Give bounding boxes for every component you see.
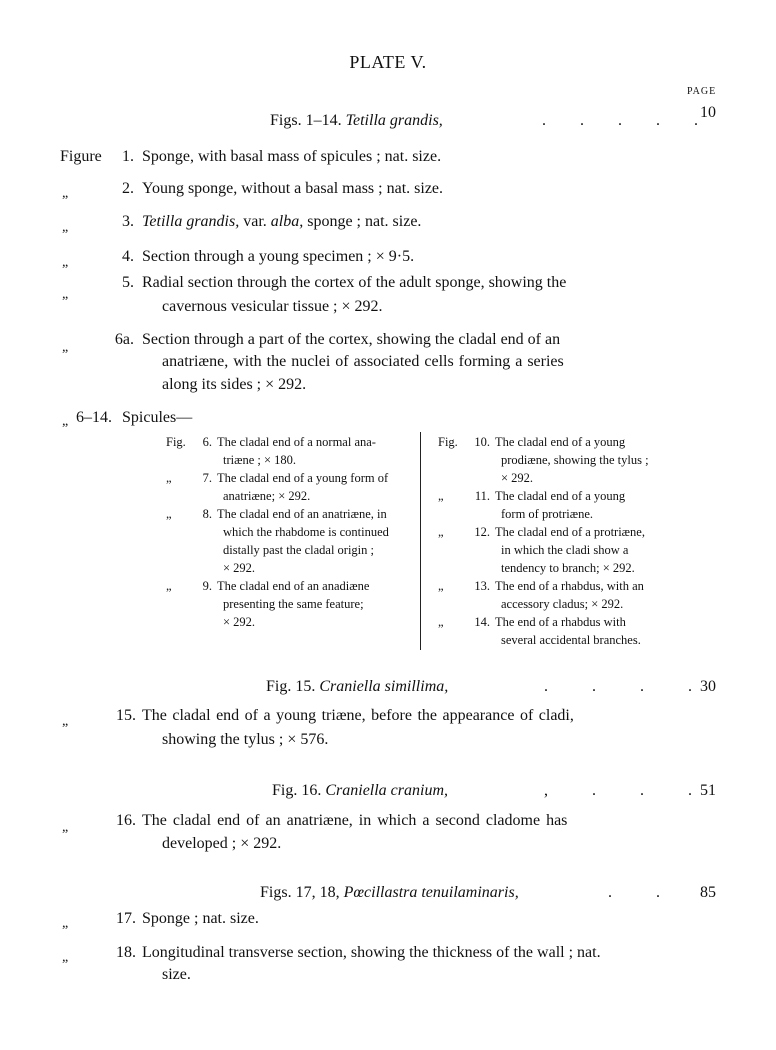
entry-text-line: showing the tylus ; × 576. [162,731,329,748]
spicule-text-line: anatriæne; × 292. [223,489,311,503]
ditto-mark: „ [62,340,69,355]
section-heading-species: Craniella cranium, [325,782,449,799]
spicule-prefix: „ [166,471,172,485]
section-heading-figs: Figs. 1–14. [270,112,342,129]
spicule-text-line: The cladal end of a normal ana- [217,435,376,449]
spicule-number: 12. [474,525,490,539]
page-number-10: 10 [700,104,716,121]
entry-text-line: anatriæne, with the nuclei of associated cells forming a series [162,353,564,370]
spicule-text-line: × 292. [223,561,256,575]
spicule-number: 14. [474,615,490,629]
entry-number: 6–14. [76,409,112,426]
page-number-85: 85 [700,884,716,901]
spicule-entry [166,577,389,631]
spicule-prefix: Fig. [166,435,186,449]
spicule-text-line: presenting the same feature; [223,597,364,611]
spicule-text-line: The cladal end of an anatriæne, in [217,507,387,521]
variety-word: var. [243,213,267,230]
entry-text: Young sponge, without a basal mass ; nat. size. [142,180,444,197]
entry-number: 16. [116,812,136,829]
entry-text: Sponge ; nat. size. [142,910,259,927]
spicule-entry [438,523,649,577]
spicule-text-line: × 292. [223,615,256,629]
spicule-text-line: which the rhabdome is continued [223,525,389,539]
entry-number: 4. [122,248,134,265]
spicule-entry [438,577,649,613]
leader-dots: , . . . [544,782,692,799]
section-heading-craniella-cranium [272,782,448,800]
entry-text-line: The cladal end of a young triæne, before the appearance of cladi, [142,707,574,724]
entry-text-line: along its sides ; × 292. [162,376,307,393]
spicule-prefix: „ [438,579,444,593]
spicule-text-line: accessory cladus; × 292. [501,597,624,611]
column-divider [420,432,421,650]
entry-text-line: Radial section through the cortex of the adult sponge, showing the [142,274,567,291]
spicule-entry [166,505,389,577]
entry-number: 3. [122,213,134,230]
entry-text-line: Longitudinal transverse section, showing the thickness of the wall ; nat. [142,944,601,961]
spicules-left-column [166,433,389,631]
spicule-number: 10. [474,435,490,449]
spicule-text-line: The end of a rhabdus with [495,615,626,629]
entry-text-rest: sponge ; nat. size. [307,213,422,230]
entry-text [142,213,421,231]
section-heading-craniella-simillima [266,678,448,696]
variety-name: alba, [270,213,304,230]
section-heading-poecillastra [260,884,519,902]
spicule-text-line: tendency to branch; × 292. [501,561,635,575]
spicule-text-line: The cladal end of an anadiæne [217,579,370,593]
spicule-prefix: „ [166,507,172,521]
ditto-mark: „ [62,916,69,931]
ditto-mark: „ [62,255,69,270]
spicule-number: 13. [474,579,490,593]
ditto-mark: „ [62,287,69,302]
page-number-51: 51 [700,782,716,799]
spicule-entry [438,487,649,523]
ditto-mark: „ [62,414,69,429]
spicule-text-line: prodiæne, showing the tylus ; [501,453,649,467]
entry-number: 6a. [114,331,134,348]
entry-number: 17. [116,910,136,927]
spicule-number: 6. [202,435,212,449]
ditto-mark: „ [62,186,69,201]
spicule-number: 7. [202,471,212,485]
entry-text: Spicules— [122,409,193,426]
spicule-text-line: form of protriæne. [501,507,593,521]
page-column-header: PAGE [687,86,717,97]
leader-dots: . . [608,884,660,901]
section-heading-species: Tetilla grandis, [345,112,443,129]
leader-dots: . . . . . [542,112,698,129]
spicule-number: 11. [474,489,490,503]
spicule-entry [438,433,649,487]
spicule-number: 9. [202,579,212,593]
entry-text-line: developed ; × 292. [162,835,282,852]
spicule-text-line: triæne ; × 180. [223,453,297,467]
entry-number: 18. [116,944,136,961]
spicule-prefix: „ [438,489,444,503]
page-number-30: 30 [700,678,716,695]
spicule-text-line: × 292. [501,471,534,485]
entry-text: Sponge, with basal mass of spicules ; nat. size. [142,148,442,165]
species-name: Tetilla grandis, [142,213,240,230]
spicule-text-line: The cladal end of a protriæne, [495,525,645,539]
figure-label: Figure [60,148,102,165]
section-heading-figs: Fig. 15. [266,678,316,695]
spicule-entry [166,469,389,505]
spicule-text-line: The end of a rhabdus, with an [495,579,644,593]
leader-dots: . . . . [544,678,692,695]
entry-number: 1. [122,148,134,165]
section-heading-figs: Figs. 17, 18, [260,884,340,901]
spicule-prefix: „ [438,525,444,539]
entry-text-line: size. [162,966,191,983]
spicule-text-line: The cladal end of a young [495,435,626,449]
entry-text: Section through a young specimen ; × 9·5. [142,248,415,265]
spicule-text-line: in which the cladi show a [501,543,629,557]
entry-text-line: cavernous vesicular tissue ; × 292. [162,298,383,315]
spicule-text-line: The cladal end of a young [495,489,626,503]
section-heading-figs: Fig. 16. [272,782,322,799]
entry-text-line: Section through a part of the cortex, showing the cladal end of an [142,331,561,348]
spicule-entry [438,613,649,649]
spicule-prefix: „ [166,579,172,593]
entry-number: 5. [122,274,134,291]
spicule-prefix: Fig. [438,435,458,449]
entry-number: 15. [116,707,136,724]
ditto-mark: „ [62,820,69,835]
spicule-text-line: several accidental branches. [501,633,641,647]
ditto-mark: „ [62,950,69,965]
spicule-text-line: The cladal end of a young form of [217,471,389,485]
ditto-mark: „ [62,714,69,729]
ditto-mark: „ [62,220,69,235]
spicule-prefix: „ [438,615,444,629]
spicule-entry [166,433,389,469]
spicule-text-line: distally past the cladal origin ; [223,543,375,557]
entry-text-line: The cladal end of an anatriæne, in which a second cladome has [142,812,568,829]
section-heading-species: Pœcillastra tenuilaminaris, [343,884,519,901]
entry-number: 2. [122,180,134,197]
section-heading-tetilla [270,112,443,130]
section-heading-species: Craniella simillima, [319,678,449,695]
spicules-right-column [438,433,649,649]
plate-title: PLATE V. [349,52,427,72]
spicule-number: 8. [202,507,212,521]
